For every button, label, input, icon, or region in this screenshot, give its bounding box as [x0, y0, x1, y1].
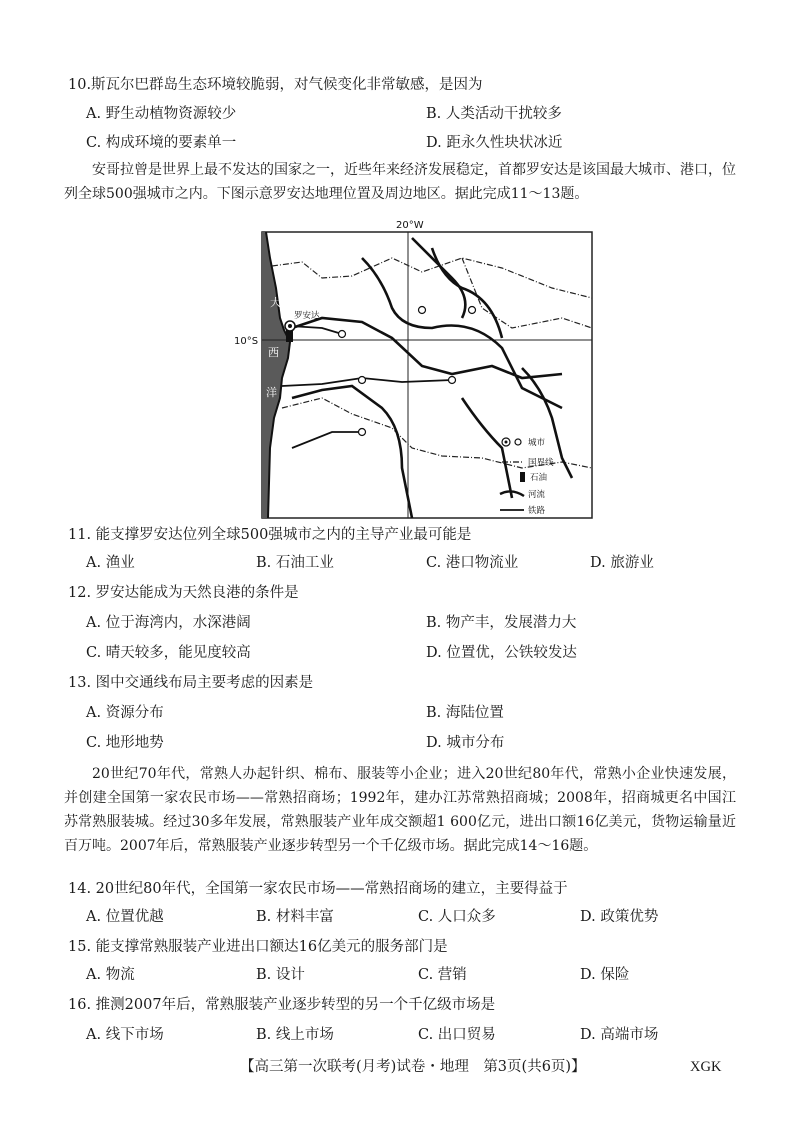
q10-option-b: B. 人类活动干扰较多 [426, 106, 562, 122]
ocean-char-3: 洋 [266, 386, 277, 399]
ocean-char-2: 西 [268, 346, 279, 359]
q12-option-d: D. 位置优，公铁较发达 [426, 645, 577, 661]
q12-option-c: C. 晴天较多，能见度较高 [86, 645, 251, 661]
luanda-label: 罗安达 [294, 311, 320, 321]
q14-option-a: A. 位置优越 [86, 909, 164, 925]
q14-option-b: B. 材料丰富 [256, 909, 334, 925]
legend-oil: 石油 [530, 473, 548, 483]
city-marker [359, 377, 366, 384]
page-footer-title: 【高三第一次联考(月考)试卷・地理 第3页(共6页)】 [240, 1059, 586, 1075]
q11-stem: 11. 能支撑罗安达位列全球500强城市之内的主导产业最可能是 [68, 527, 472, 543]
luanda-map [234, 218, 592, 520]
q10-stem: 10.斯瓦尔巴群岛生态环境较脆弱，对气候变化非常敏感，是因为 [68, 77, 483, 93]
q11-option-d: D. 旅游业 [590, 555, 654, 571]
passage-changshu: 20世纪70年代，常熟人办起针织、棉布、服装等小企业；进入20世纪80年代，常熟小企业快速发展，并创建全国第一家农民市场——常熟招商场；1992年，建办江苏常熟招商城；2008年，招商城更名中国江苏常熟服装城。经过30多年发展，常熟服装产业年成交额超1 600亿元，进出口额16亿美元，货物运输量近百万吨。2007年后，常熟服装产业逐步转型另一个千亿级市场。据此完成14～16题。 [64, 766, 736, 854]
q11-option-b: B. 石油工业 [256, 555, 334, 571]
q16-option-a: A. 线下市场 [86, 1027, 164, 1043]
q14-option-c: C. 人口众多 [418, 909, 496, 925]
q16-option-c: C. 出口贸易 [418, 1027, 496, 1043]
q15-option-d: D. 保险 [580, 967, 630, 983]
q13-option-b: B. 海陆位置 [426, 705, 504, 721]
passage-angola: 安哥拉曾是世界上最不发达的国家之一，近些年来经济发展稳定，首都罗安达是该国最大城市、港口，位列全球500强城市之内。下图示意罗安达地理位置及周边地区。据此完成11～13题。 [64, 162, 736, 202]
q12-stem: 12. 罗安达能成为天然良港的条件是 [68, 585, 299, 601]
city-marker [449, 377, 456, 384]
ocean-char-1: 大 [270, 296, 281, 309]
q16-option-b: B. 线上市场 [256, 1027, 334, 1043]
legend-railway: 铁路 [528, 506, 546, 516]
q13-option-c: C. 地形地势 [86, 735, 164, 751]
legend-border: 国界线 [528, 458, 554, 468]
lat-label: 10°S [234, 336, 259, 347]
q13-option-a: A. 资源分布 [86, 705, 164, 721]
lon-label: 20°W [396, 220, 424, 231]
legend-river: 河流 [528, 490, 546, 500]
legend-city: 城市 [528, 438, 546, 448]
q15-option-c: C. 营销 [418, 967, 467, 983]
q11-option-c: C. 港口物流业 [426, 555, 519, 571]
q10-option-d: D. 距永久性块状冰近 [426, 135, 563, 151]
city-marker [419, 307, 426, 314]
page-footer-code: XGK [690, 1059, 722, 1075]
q16-stem: 16. 推测2007年后，常熟服装产业逐步转型的另一个千亿级市场是 [68, 997, 496, 1013]
q15-stem: 15. 能支撑常熟服装产业进出口额达16亿美元的服务部门是 [68, 939, 448, 955]
q15-option-b: B. 设计 [256, 967, 305, 983]
q13-option-d: D. 城市分布 [426, 735, 505, 751]
q11-option-a: A. 渔业 [86, 555, 135, 571]
q14-stem: 14. 20世纪80年代，全国第一家农民市场——常熟招商场的建立，主要得益于 [68, 881, 568, 897]
q10-option-c: C. 构成环境的要素单一 [86, 135, 237, 151]
q15-option-a: A. 物流 [86, 967, 135, 983]
city-marker [469, 307, 476, 314]
q12-option-b: B. 物产丰，发展潜力大 [426, 615, 577, 631]
q14-option-d: D. 政策优势 [580, 909, 659, 925]
q12-option-a: A. 位于海湾内，水深港阔 [86, 615, 251, 631]
city-marker [359, 429, 366, 436]
city-marker [339, 331, 346, 338]
q10-option-a: A. 野生动植物资源较少 [86, 106, 237, 122]
q16-option-d: D. 高端市场 [580, 1027, 659, 1043]
q13-stem: 13. 图中交通线布局主要考虑的因素是 [68, 675, 314, 691]
